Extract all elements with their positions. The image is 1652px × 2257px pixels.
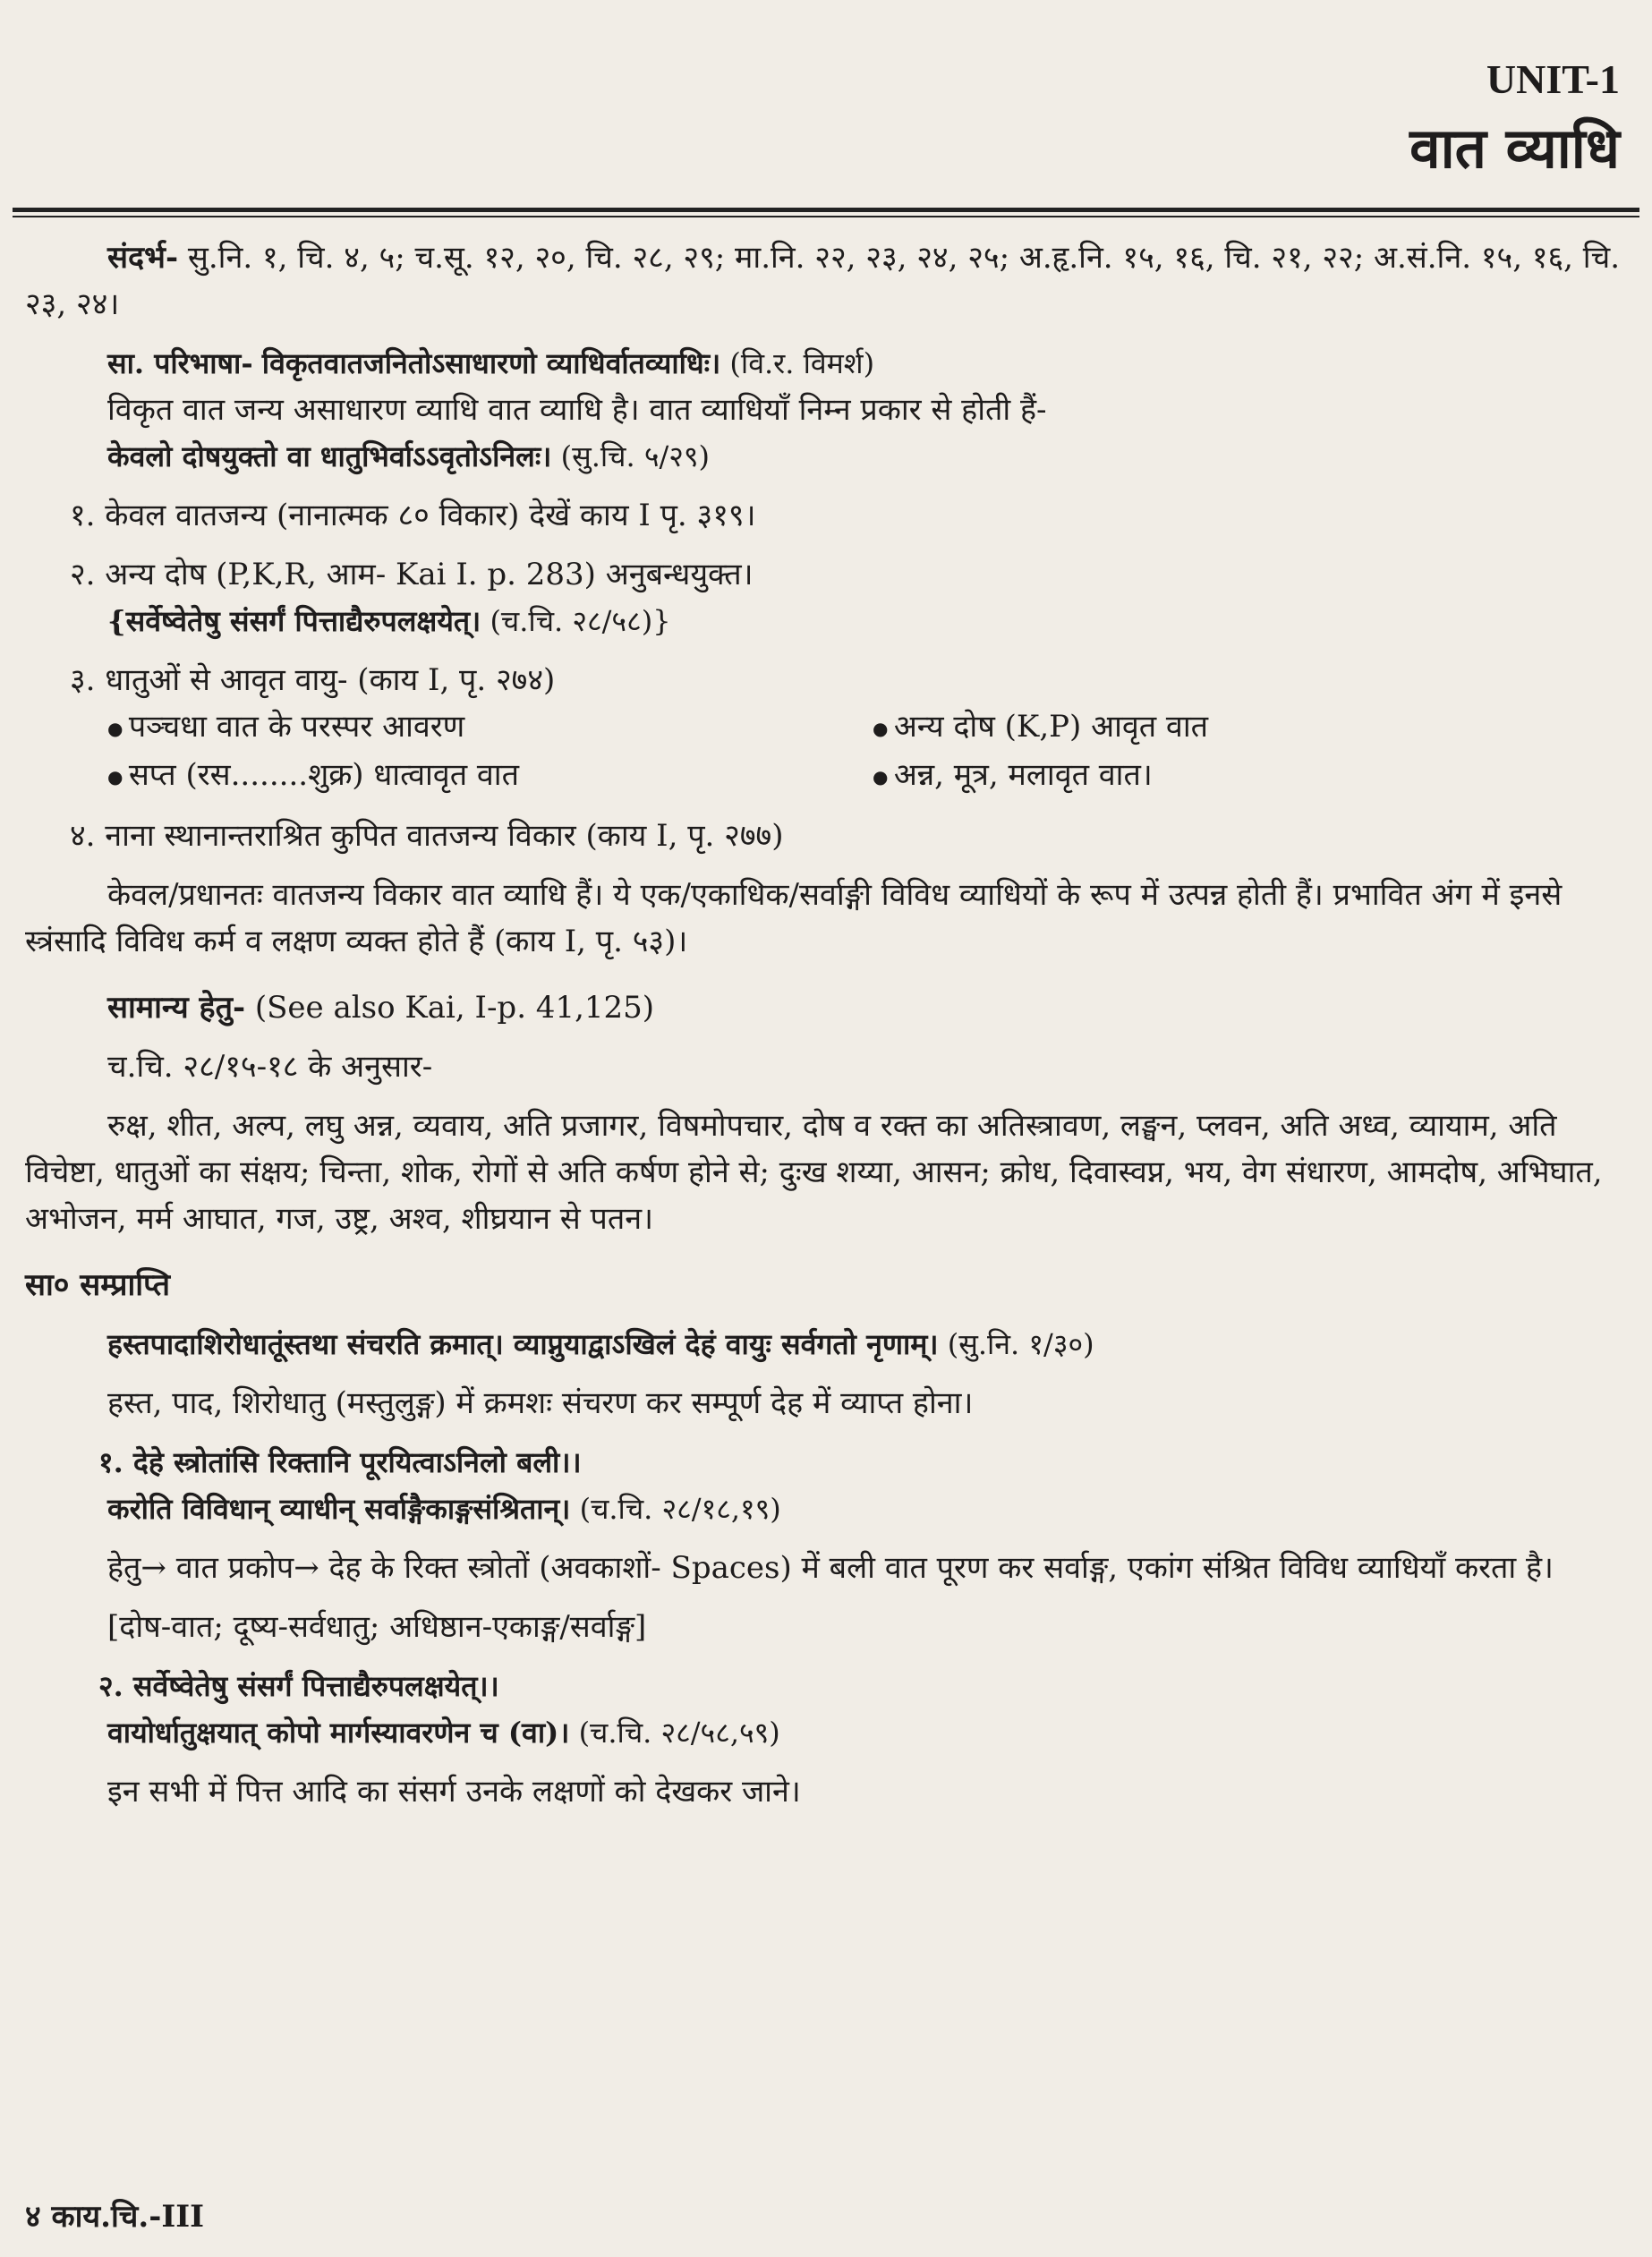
sandarbh-label: संदर्भ-	[107, 240, 179, 276]
paribhasha-shloka: विकृतवातजनितोऽसाधारणो व्याधिर्वातव्याधिः।	[261, 346, 721, 380]
paribhasha-text: विकृत वात जन्य असाधारण व्याधि वात व्याधि है। वात व्याधियाँ निम्न प्रकार से होती हैं-	[107, 392, 1047, 428]
samprapti-point-1-ref: (च.चि. २८/१८,१९)	[579, 1492, 781, 1526]
hetu-text: रुक्ष, शीत, अल्प, लघु अन्न, व्यवाय, अति प्रजागर, विषमोपचार, दोष व रक्त का अतिस्त्रावण, लङ्घन, प्लवन, अति अध्व, व्यायाम, अति विचेष्टा, धातुओं का संक्षय; चिन्ता, शोक, रोगों से अति कर्षण होने से; दुःख शय्या, आसन; क्रोध, दिवास्वप्न, भय, वेग संधारण, आमदोष, अभिघात, अभोजन, मर्म आघात, गज, उष्ट्र, अश्व, शीघ्रयान से पतन।	[25, 1108, 1603, 1237]
type-1: १. केवल वातजन्य (नानात्मक ८० विकार) देखें काय I पृ. ३१९।	[70, 498, 756, 533]
hetu-see: (See also Kai, I-p. 41,125)	[254, 990, 655, 1026]
samprapti-point-2-ref: (च.चि. २८/५८,५९)	[578, 1716, 780, 1750]
samprapti-heading: सा० सम्प्राप्ति	[25, 1267, 170, 1303]
hetu-heading	[25, 984, 1636, 1031]
type-2-shloka: {सर्वेष्वेतेषु संसर्गं पित्ताद्यैरुपलक्षयेत्।	[107, 604, 481, 638]
hetu-per: च.चि. २८/१५-१८ के अनुसार-	[107, 1049, 433, 1085]
samprapti-point-2-line2-row	[25, 1709, 1636, 1756]
samprapti-point-1-bracket: [दोष-वात; दूष्य-सर्वधातु; अधिष्ठान-एकाङ्ग/सर्वाङ्ग]	[107, 1609, 647, 1645]
sandarbh-text: सु.नि. १, चि. ४, ५; च.सू. १२, २०, चि. २८, २९; मा.नि. २२, २३, २४, २५; अ.हृ.नि. १५, १६, चि. २१, २२; अ.सं.नि. १५, १६, चि. २३, २४।	[25, 240, 1621, 322]
hetu-label: सामान्य हेतु-	[107, 990, 246, 1026]
bullet-item: ● अन्न, मूत्र, मलावृत वात।	[873, 752, 1636, 800]
sandarbh-paragraph	[25, 234, 1636, 328]
bullet-item: ● सप्त (रस........शुक्र) धात्वावृत वात	[107, 752, 871, 800]
chapter-title: वात व्याधि	[1409, 115, 1620, 181]
samprapti-shloka: हस्तपादाशिरोधातूंस्तथा संचरति क्रमात्। व्याप्नुयाद्वाऽखिलं देहं वायुः सर्वगतो नृणाम्।	[107, 1327, 939, 1361]
paribhasha-ref: (वि.र. विमर्श)	[729, 346, 875, 380]
type-2-shloka-line	[25, 598, 1636, 644]
unit-label: UNIT-1	[1486, 56, 1620, 102]
samprapti-point-1-line2-row	[25, 1486, 1636, 1532]
samprapti-shloka-line	[25, 1321, 1636, 1367]
type-3: ३. धातुओं से आवृत वायु- (काय I, पृ. २७४)	[70, 662, 556, 698]
header-rule-thin	[13, 216, 1639, 217]
bullet-item: ● पञ्चधा वात के परस्पर आवरण	[107, 703, 871, 752]
samprapti-point-2-line2: वायोर्धातुक्षयात् कोपो मार्गस्यावरणेन च (वा)।	[107, 1716, 570, 1750]
samprapti-ref: (सु.नि. १/३०)	[947, 1327, 1094, 1361]
paribhasha-line	[25, 340, 1636, 387]
page-footer: ४ काय.चि.-III	[25, 2199, 205, 2235]
paribhasha-shloka2: केवलो दोषयुक्तो वा धातुभिर्वाऽऽवृतोऽनिलः।	[107, 439, 552, 473]
summary-paragraph: केवल/प्रधानतः वातजन्य विकार वात व्याधि हैं। ये एक/एकाधिक/सर्वाङ्गी विविध व्याधियों के रूप में उत्पन्न होती हैं। प्रभावित अंग में इनसे स्त्रंसादि विविध कर्म व लक्षण व्यक्त होते हैं (काय I, पृ. ५३)।	[25, 877, 1563, 959]
samprapti-point-2-line1: २. सर्वेष्वेतेषु संसर्गं पित्ताद्यैरुपलक्षयेत्।।	[98, 1669, 499, 1703]
type-4: ४. नाना स्थानान्तराश्रित कुपित वातजन्य विकार (काय I, पृ. २७७)	[70, 818, 784, 854]
avarana-bullets	[25, 703, 1636, 800]
header-rule-thick	[13, 208, 1639, 212]
paribhasha-label: सा. परिभाषा-	[107, 346, 253, 380]
samprapti-text: हस्त, पाद, शिरोधातु (मस्तुलुङ्ग) में क्रमशः संचरण कर सम्पूर्ण देह में व्याप्त होना।	[107, 1385, 974, 1421]
samprapti-point-1-line1: १. देहे स्त्रोतांसि रिक्तानि पूरयित्वाऽनिलो बली।।	[98, 1445, 582, 1479]
page-content	[25, 234, 1636, 1815]
samprapti-point-1-text: हेतु→ वात प्रकोप→ देह के रिक्त स्त्रोतों (अवकाशों- Spaces) में बली वात पूरण कर सर्वाङ्ग, एकांग संश्रित विविध व्याधियाँ करता है।	[107, 1550, 1554, 1586]
samprapti-point-2-text: इन सभी में पित्त आदि का संसर्ग उनके लक्षणों को देखकर जाने।	[107, 1774, 801, 1810]
type-2-ref: (च.चि. २८/५८)}	[490, 604, 671, 638]
bullet-item: ● अन्य दोष (K,P) आवृत वात	[873, 703, 1636, 752]
paribhasha-shloka2-line	[25, 433, 1636, 480]
samprapti-point-1-line2: करोति विविधान् व्याधीन् सर्वाङ्गैकाङ्गसंश्रितान्।	[107, 1492, 571, 1526]
paribhasha-ref2: (सु.चि. ५/२९)	[560, 439, 711, 473]
type-2: २. अन्य दोष (P,K,R, आम- Kai I. p. 283) अनुबन्धयुक्त।	[70, 557, 754, 592]
